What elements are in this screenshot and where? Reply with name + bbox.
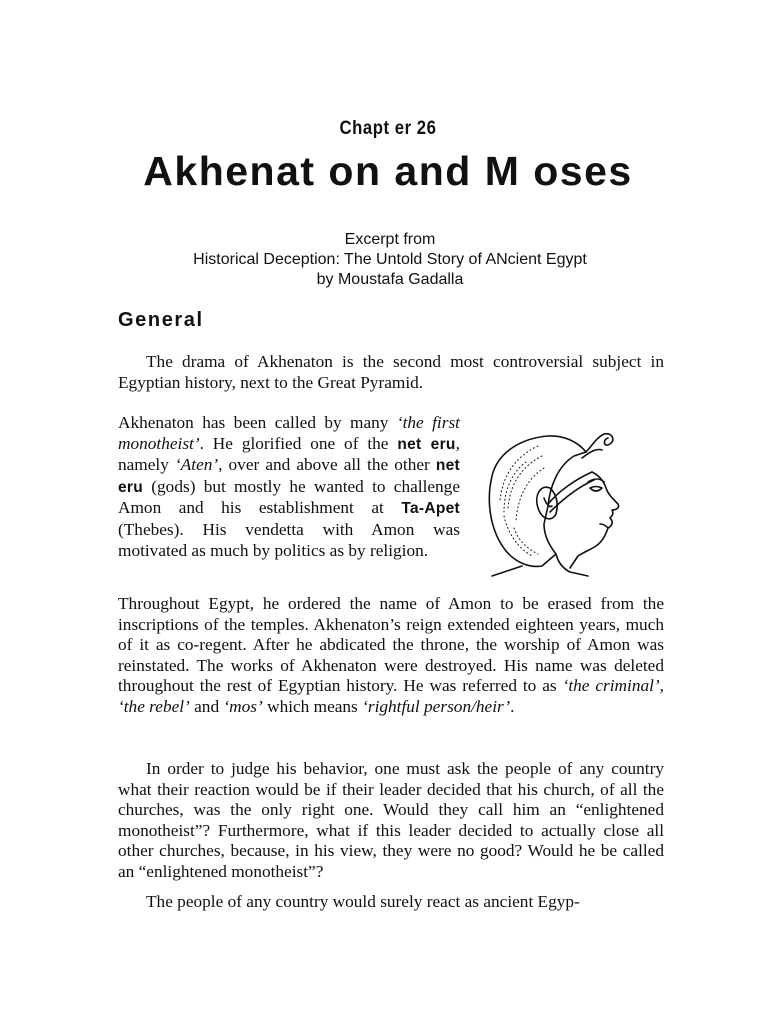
egyptian-term: net eru [118, 457, 460, 496]
text-run: (gods) but mostly he wanted to challenge Amon and his establishment at [118, 476, 460, 518]
chapter-label: Chapt er 26 [339, 118, 437, 139]
quote-run: ‘the rebel’ [118, 696, 190, 716]
paragraph-akhenaton [118, 413, 460, 561]
quote-run: ‘the first monotheist’ [118, 413, 460, 453]
text-run: and [189, 696, 224, 716]
quote-run: ‘rightful person/heir’ [362, 696, 511, 716]
text-run: . [510, 696, 515, 716]
text-run: Akhenaton has been called by many [118, 413, 397, 432]
quote-run: ‘Aten’ [174, 455, 219, 475]
text-run: , [659, 676, 664, 696]
text-run: . He glorified one of the [199, 433, 398, 453]
quote-run: ‘mos’ [223, 696, 263, 716]
excerpt-book-title: Historical Deception: The Untold Story of ANcient Egypt [193, 251, 587, 268]
egyptian-term: Ta-Apet [401, 500, 460, 518]
akhenaton-head-illustration [478, 416, 648, 581]
text-run: (Thebes). His vendetta with Amon was motivated as much by politics as by religion. [118, 519, 460, 560]
paragraph-reaction: The people of any country would surely react as ancient Egyp- [146, 892, 580, 911]
text-run: which means [262, 696, 363, 716]
text-run: Throughout Egypt, he ordered the name of Amon to be erased from the inscriptions of the temples. Akhenaton’s reign extended eighteen years, much of it as co-regent. After he abdicated the throne, the worship of Amon was reinstated. The works of Akhenaton were destroyed. His name was deleted throughout the rest of Egyptian history. He was referred to as [118, 594, 664, 696]
text-run: , over and above all the other [218, 455, 436, 475]
excerpt-author: by Moustafa Gadalla [316, 271, 464, 288]
section-heading: General [118, 309, 204, 331]
text-run: , namely [118, 433, 460, 475]
egyptian-term: net eru [397, 435, 456, 453]
chapter-title: Akhenat on and M oses [143, 148, 633, 194]
paragraph-erasure [118, 594, 664, 718]
paragraph-intro: The drama of Akhenaton is the second most controversial subject in Egyptian history, next to the Great Pyramid. [118, 352, 664, 392]
excerpt-line: Excerpt from [344, 231, 436, 248]
quote-run: ‘the criminal’ [562, 676, 660, 696]
excerpt-attribution [0, 230, 768, 290]
paragraph-judgment: In order to judge his behavior, one must ask the people of any country what their reaction would be if their leader decided that his church, of all the churches, was the only right one. Would they call him an “enlightened monotheist”? Furthermore, what if this leader decided to actually close all other churches, because, in his view, they were no good? Would he be called an “enlightened monotheist”? [118, 759, 664, 881]
